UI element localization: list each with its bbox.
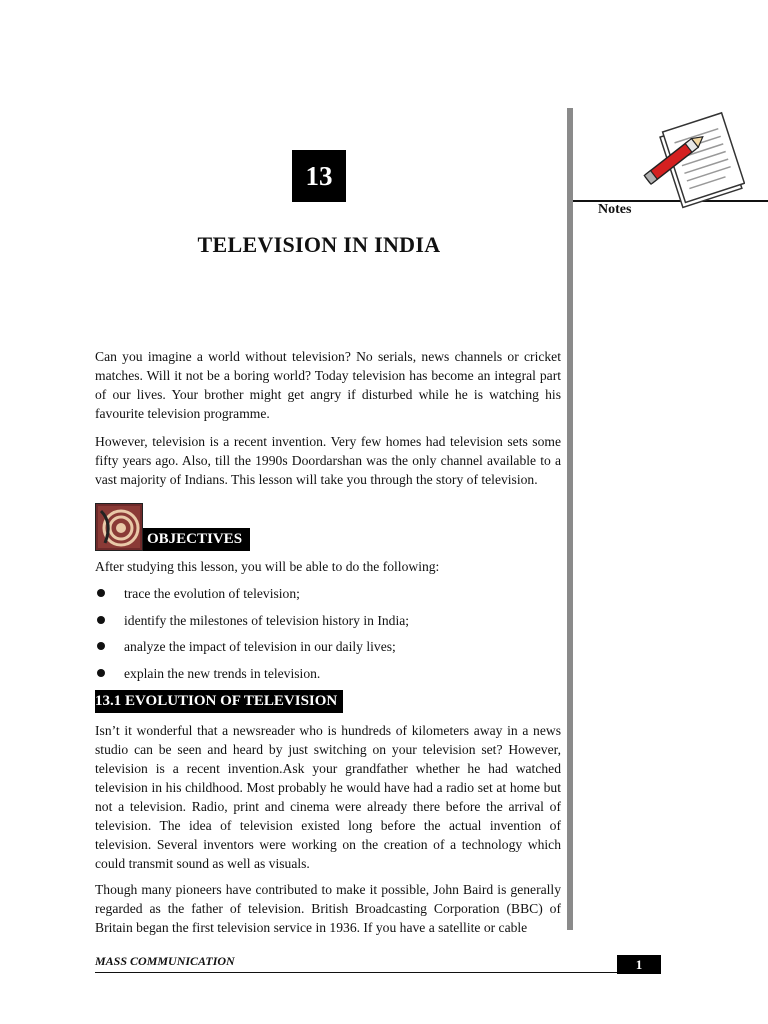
intro-paragraph-1: Can you imagine a world without television? No serials, news channels or cricket matches. Will it not be a boring world? Today television has become an integral part of our lives. Your brother might get angry if disturbed while he is watching his favourite television programme. xyxy=(95,349,561,421)
section-paragraph-2: Though many pioneers have contributed to make it possible, John Baird is generally regarded as the father of television. British Broadcasting Corporation (BBC) of Britain began the first television service in 1936. If you have a satellite or cable xyxy=(95,882,561,935)
objective-text: identify the milestones of television history in India; xyxy=(124,612,410,628)
objective-item xyxy=(95,637,565,664)
notes-label: Notes xyxy=(598,202,632,217)
chapter-number: 13 xyxy=(292,150,346,202)
intro-paragraph-2: However, television is a recent invention. Very few homes had television sets some fifty years ago. Also, till the 1990s Doordarshan was the only channel available to a vast majority of Indians. This lesson will take you through the story of television. xyxy=(95,434,561,487)
bullet-icon xyxy=(97,616,105,624)
section-paragraph-1: Isn’t it wonderful that a newsreader who is hundreds of kilometers away in a news studio can be seen and heard by just switching on your television set? However, television is a recent invention.Ask your grandfather whether he had watched television in his childhood. Most probably he would have had a radio set at home but not a television. Radio, print and cinema were already there before the arrival of television. The idea of television existed long before the actual invention of television. Several inventors were working on the creation of a technology which could transmit sound as well as visuals. xyxy=(95,723,561,871)
footer-rule xyxy=(95,972,661,973)
bullet-icon xyxy=(97,589,105,597)
objective-text: analyze the impact of television in our daily lives; xyxy=(124,639,396,654)
objective-text: explain the new trends in television. xyxy=(124,665,321,681)
bullet-icon xyxy=(97,669,105,677)
objectives-list xyxy=(95,584,565,690)
objectives-target-icon xyxy=(95,503,143,551)
notepad-pencil-icon xyxy=(640,108,745,213)
objective-item xyxy=(95,611,565,638)
objectives-heading: OBJECTIVES xyxy=(143,528,250,551)
objective-item xyxy=(95,584,565,611)
objective-text: trace the evolution of television; xyxy=(124,586,300,601)
footer-course-title: MASS COMMUNICATION xyxy=(95,954,235,968)
page-number: 1 xyxy=(617,955,661,974)
margin-divider xyxy=(567,108,573,930)
chapter-title: TELEVISION IN INDIA xyxy=(197,232,441,257)
objective-item xyxy=(95,664,565,691)
section-heading: 13.1 EVOLUTION OF TELEVISION xyxy=(95,690,343,713)
objectives-intro: After studying this lesson, you will be able to do the following: xyxy=(95,559,440,574)
bullet-icon xyxy=(97,642,105,650)
